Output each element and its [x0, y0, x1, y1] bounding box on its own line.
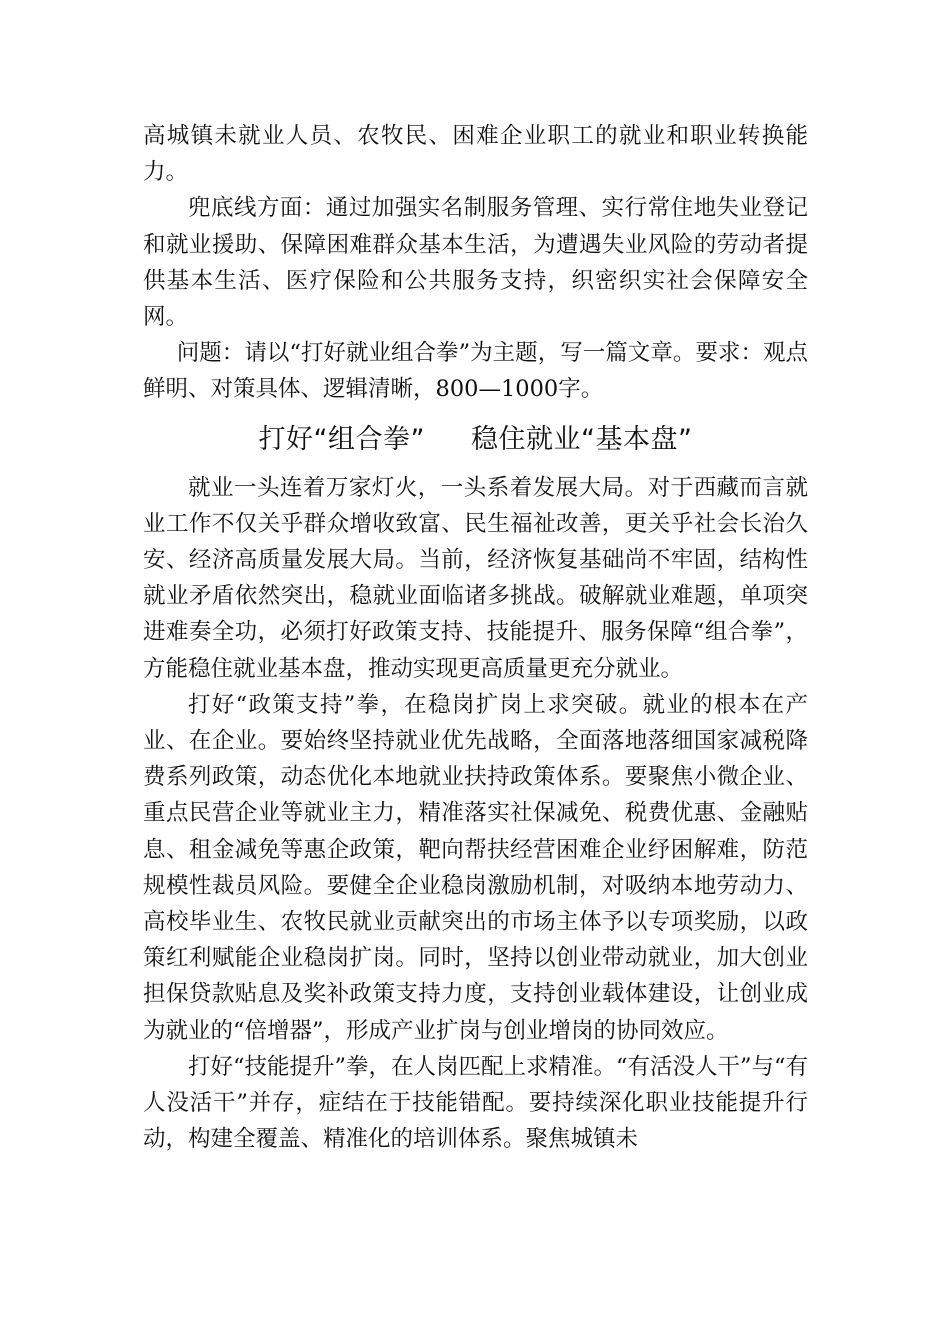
paragraph-bottom-line: 兜底线方面：通过加强实名制服务管理、实行常住地失业登记和就业援助、保障困难群众基本生活，为遭遇失业风险的劳动者提供基本生活、医疗保险和公共服务支持，织密织实社会保障安全网。 — [143, 195, 808, 331]
document-body — [143, 118, 808, 1157]
article-title-left: 打好“组合拳” — [258, 423, 425, 455]
question-paragraph: 问题：请以“打好就业组合拳”为主题，写一篇文章。要求：观点鲜明、对策具体、逻辑清晰，800—1000字。 — [143, 340, 808, 403]
paragraph-skill-improvement: 打好“技能提升”拳，在人岗匹配上求精准。“有活没人干”与“有人没活干”并存，症结在于技能错配。要持续深化职业技能提升行动，构建全覆盖、精准化的培训体系。聚焦城镇未 — [143, 1053, 809, 1153]
paragraph-intro: 就业一头连着万家灯火，一头系着发展大局。对于西藏而言就业工作不仅关乎群众增收致富、民生福祉改善，更关乎社会长治久安、经济高质量发展大局。当前，经济恢复基础尚不牢固，结构性就业矛盾依然突出，稳就业面临诸多挑战。破解就业难题，单项突进难奏全功，必须打好政策支持、技能提升、服务保障“组合拳”，方能稳住就业基本盘，推动实现更高质量更充分就业。 — [143, 474, 808, 682]
article-title — [143, 422, 808, 458]
paragraph-continued: 高城镇未就业人员、农牧民、困难企业职工的就业和职业转换能力。 — [143, 123, 808, 186]
article-title-right: 稳住就业“基本盘” — [471, 423, 693, 455]
paragraph-policy-support: 打好“政策支持”拳，在稳岗扩岗上求突破。就业的根本在产业、在企业。要始终坚持就业优先战略，全面落地落细国家减税降费系列政策，动态优化本地就业扶持政策体系。要聚焦小微企业、重点民营企业等就业主力，精准落实社保减免、税费优惠、金融贴息、租金减免等惠企政策，靶向帮扶经营困难企业纾困解难，防范规模性裁员风险。要健全企业稳岗激励机制，对吸纳本地劳动力、高校毕业生、农牧民就业贡献突出的市场主体予以专项奖励，以政策红利赋能企业稳岗扩岗。同时，坚持以创业带动就业，加大创业担保贷款贴息及奖补政策支持力度，支持创业载体建设，让创业成为就业的“倍增器”，形成产业扩岗与创业增岗的协同效应。 — [143, 691, 808, 1044]
